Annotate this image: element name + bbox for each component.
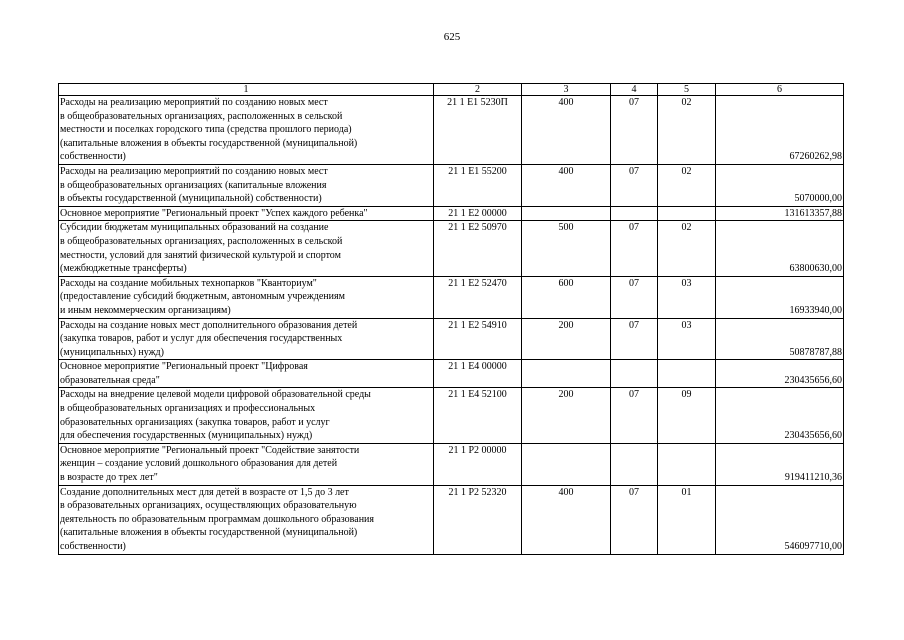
description-line: (муниципальных) нужд) [60, 346, 164, 358]
description-line: собственности) [60, 151, 126, 163]
header-col-2: 2 [434, 84, 522, 96]
description-line: для обеспечения государственных (муниципальных) нужд) [60, 430, 313, 442]
description-line: (капитальные вложения в объекты государственной (муниципальной) [60, 527, 358, 539]
table-row [59, 206, 844, 221]
description-line: местности и поселках городского типа (средства прошлого периода) [60, 124, 352, 136]
description-line: образовательных организациях (закупка товаров, работ и услуг [60, 416, 330, 428]
cell-amount: 131613357,88 [716, 206, 844, 221]
cell-subsection [658, 206, 716, 221]
table-body [59, 96, 844, 555]
cell-subsection [658, 443, 716, 485]
description-line: Основное мероприятие "Региональный проект "Успех каждого ребенка" [60, 207, 368, 219]
table-row [59, 388, 844, 443]
header-col-1: 1 [59, 84, 434, 96]
cell-target-code: 21 1 P2 52320 [434, 485, 522, 554]
table-row [59, 221, 844, 276]
cell-amount: 230435656,60 [716, 360, 844, 388]
cell-description [59, 276, 434, 318]
cell-target-code: 21 1 E4 00000 [434, 360, 522, 388]
cell-description [59, 485, 434, 554]
cell-amount: 67260262,98 [716, 96, 844, 165]
description-line: в общеобразовательных организациях, расположенных в сельской [60, 235, 343, 247]
cell-subsection: 02 [658, 164, 716, 206]
table-row [59, 485, 844, 554]
description-line: (закупка товаров, работ и услуг для обеспечения государственных [60, 333, 343, 345]
cell-amount: 50878787,88 [716, 318, 844, 360]
cell-target-code: 21 1 E2 00000 [434, 206, 522, 221]
header-row [59, 84, 844, 96]
table-row [59, 96, 844, 165]
cell-description [59, 164, 434, 206]
header-col-5: 5 [658, 84, 716, 96]
description-line: деятельность по образовательным программам дошкольного образования [60, 513, 375, 525]
description-line: (межбюджетные трансферты) [60, 263, 187, 275]
header-col-4: 4 [611, 84, 658, 96]
cell-subsection [658, 360, 716, 388]
description-line: в возрасте до трех лет" [60, 472, 158, 484]
cell-expense-type: 600 [522, 276, 611, 318]
cell-description [59, 388, 434, 443]
cell-subsection: 02 [658, 221, 716, 276]
cell-description [59, 318, 434, 360]
cell-section: 07 [611, 96, 658, 165]
description-line: Расходы на реализацию мероприятий по созданию новых мест [60, 97, 328, 108]
cell-description [59, 443, 434, 485]
cell-description [59, 206, 434, 221]
table-row [59, 443, 844, 485]
description-line: Расходы на реализацию мероприятий по созданию новых мест [60, 165, 328, 177]
cell-section: 07 [611, 485, 658, 554]
cell-expense-type [522, 360, 611, 388]
cell-subsection: 02 [658, 96, 716, 165]
header-col-3: 3 [522, 84, 611, 96]
cell-subsection: 01 [658, 485, 716, 554]
cell-subsection: 03 [658, 276, 716, 318]
cell-amount: 16933940,00 [716, 276, 844, 318]
cell-target-code: 21 1 E1 55200 [434, 164, 522, 206]
table-row [59, 318, 844, 360]
cell-amount: 230435656,60 [716, 388, 844, 443]
cell-expense-type: 200 [522, 318, 611, 360]
cell-target-code: 21 1 E4 52100 [434, 388, 522, 443]
cell-subsection: 03 [658, 318, 716, 360]
description-line: в объекты государственной (муниципальной) собственности) [60, 193, 322, 205]
cell-description [59, 221, 434, 276]
cell-target-code: 21 1 E2 54910 [434, 318, 522, 360]
description-line: Создание дополнительных мест для детей в возрасте от 1,5 до 3 лет [60, 486, 349, 498]
cell-amount: 5070000,00 [716, 164, 844, 206]
cell-target-code: 21 1 E1 5230П [434, 96, 522, 165]
description-line: Основное мероприятие "Региональный проект "Цифровая [60, 361, 308, 373]
header-col-6: 6 [716, 84, 844, 96]
cell-expense-type: 500 [522, 221, 611, 276]
cell-amount: 919411210,36 [716, 443, 844, 485]
cell-description [59, 360, 434, 388]
description-line: в общеобразовательных организациях и профессиональных [60, 403, 316, 415]
cell-subsection: 09 [658, 388, 716, 443]
cell-section: 07 [611, 164, 658, 206]
description-line: и иным некоммерческим организациям) [60, 304, 231, 316]
cell-target-code: 21 1 E2 50970 [434, 221, 522, 276]
description-line: женщин – создание условий дошкольного образования для детей [60, 458, 338, 470]
description-line: в образовательных организациях, осуществляющих образовательную [60, 500, 357, 512]
budget-table [58, 83, 844, 555]
table-row [59, 276, 844, 318]
description-line: Расходы на внедрение целевой модели цифровой образовательной среды [60, 389, 371, 401]
cell-expense-type: 400 [522, 96, 611, 165]
description-line: Субсидии бюджетам муниципальных образований на создание [60, 222, 329, 234]
cell-expense-type: 400 [522, 485, 611, 554]
description-line: Основное мероприятие "Региональный проект "Содействие занятости [60, 444, 360, 456]
description-line: Расходы на создание новых мест дополнительного образования детей [60, 319, 358, 331]
cell-section: 07 [611, 318, 658, 360]
cell-section: 07 [611, 388, 658, 443]
description-line: (предоставление субсидий бюджетным, автономным учреждениям [60, 291, 345, 303]
page-number: 625 [443, 31, 461, 43]
description-line: собственности) [60, 541, 126, 552]
cell-target-code: 21 1 P2 00000 [434, 443, 522, 485]
cell-expense-type: 400 [522, 164, 611, 206]
table-row [59, 164, 844, 206]
cell-expense-type: 200 [522, 388, 611, 443]
cell-section [611, 206, 658, 221]
description-line: (капитальные вложения в объекты государственной (муниципальной) [60, 137, 358, 149]
description-line: в общеобразовательных организациях, расположенных в сельской [60, 110, 343, 122]
cell-expense-type [522, 443, 611, 485]
cell-description [59, 96, 434, 165]
cell-target-code: 21 1 E2 52470 [434, 276, 522, 318]
cell-section [611, 443, 658, 485]
description-line: Расходы на создание мобильных технопарков "Кванториум" [60, 277, 317, 289]
table-row [59, 360, 844, 388]
cell-amount: 546097710,00 [716, 485, 844, 554]
cell-section: 07 [611, 221, 658, 276]
cell-section [611, 360, 658, 388]
description-line: местности, условий для занятий физической культурой и спортом [60, 249, 341, 261]
description-line: в общеобразовательных организациях (капитальные вложения [60, 179, 327, 191]
cell-section: 07 [611, 276, 658, 318]
cell-amount: 63800630,00 [716, 221, 844, 276]
description-line: образовательная среда" [60, 374, 160, 386]
cell-expense-type [522, 206, 611, 221]
